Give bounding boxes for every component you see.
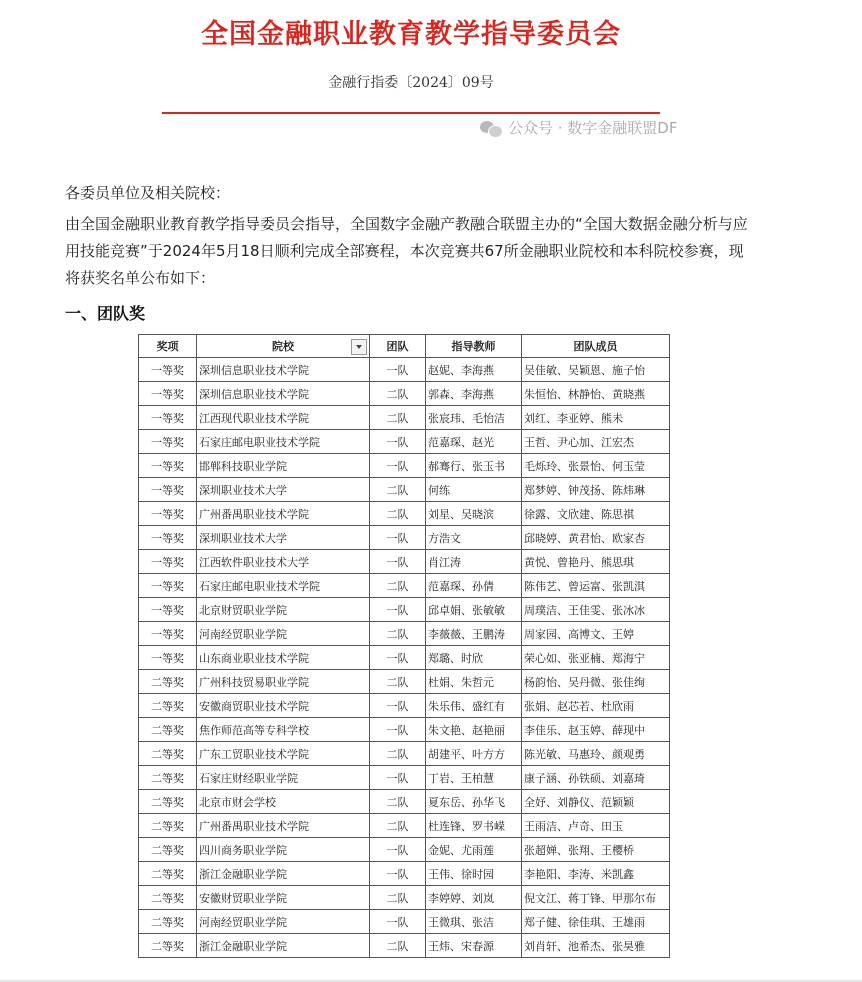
cell-award: 一等奖 (139, 406, 197, 430)
cell-members: 郑子健、徐佳琪、王雄雨 (522, 910, 670, 934)
cell-members: 黄悦、曾艳丹、熊思琪 (522, 550, 670, 574)
cell-award: 一等奖 (139, 526, 197, 550)
cell-team: 二队 (370, 790, 426, 814)
table-row (139, 934, 670, 958)
cell-teacher: 范嘉琛、孙倩 (426, 574, 522, 598)
cell-school: 河南经贸职业学院 (197, 910, 370, 934)
cell-award: 二等奖 (139, 814, 197, 838)
table-row (139, 598, 670, 622)
cell-school: 石家庄邮电职业技术学院 (197, 574, 370, 598)
cell-team: 二队 (370, 886, 426, 910)
cell-members: 毛烁玲、张景怡、何玉莹 (522, 454, 670, 478)
cell-teacher: 王伟、徐时园 (426, 862, 522, 886)
table-row (139, 886, 670, 910)
cell-members: 全妤、刘静仪、范颖颖 (522, 790, 670, 814)
cell-teacher: 夏东岳、孙华飞 (426, 790, 522, 814)
cell-school: 山东商业职业技术学院 (197, 646, 370, 670)
cell-team: 二队 (370, 670, 426, 694)
cell-school: 深圳职业技术大学 (197, 526, 370, 550)
cell-team: 二队 (370, 478, 426, 502)
table-row (139, 694, 670, 718)
cell-team: 一队 (370, 646, 426, 670)
cell-teacher: 丁岩、王柏慧 (426, 766, 522, 790)
cell-members: 刘红、李亚婷、熊未 (522, 406, 670, 430)
greeting: 各委员单位及相关院校： (65, 184, 231, 202)
table-row (139, 742, 670, 766)
cell-award: 一等奖 (139, 574, 197, 598)
cell-teacher: 杜连锋、罗书嵘 (426, 814, 522, 838)
table-row (139, 502, 670, 526)
cell-school: 广州番禺职业技术学院 (197, 502, 370, 526)
cell-award: 二等奖 (139, 790, 197, 814)
cell-members: 康子涵、孙铁硕、刘嘉琦 (522, 766, 670, 790)
cell-team: 一队 (370, 766, 426, 790)
cell-award: 一等奖 (139, 646, 197, 670)
cell-school: 浙江金融职业学院 (197, 862, 370, 886)
red-divider (162, 112, 660, 114)
table-row (139, 766, 670, 790)
cell-award: 二等奖 (139, 838, 197, 862)
cell-team: 二队 (370, 934, 426, 958)
cell-school: 焦作师范高等专科学校 (197, 718, 370, 742)
cell-school: 广州科技贸易职业学院 (197, 670, 370, 694)
cell-school: 四川商务职业学院 (197, 838, 370, 862)
cell-school: 深圳信息职业技术学院 (197, 358, 370, 382)
cell-teacher: 何练 (426, 478, 522, 502)
cell-team: 一队 (370, 910, 426, 934)
awards-table-body (139, 358, 670, 958)
cell-teacher: 张宸玮、毛怡洁 (426, 406, 522, 430)
awards-table (138, 334, 670, 958)
cell-school: 深圳信息职业技术学院 (197, 382, 370, 406)
cell-team: 一队 (370, 454, 426, 478)
cell-school: 浙江金融职业学院 (197, 934, 370, 958)
table-header-row (139, 335, 670, 358)
cell-teacher: 郭森、李海燕 (426, 382, 522, 406)
cell-teacher: 郑璐、时欣 (426, 646, 522, 670)
cell-team: 一队 (370, 550, 426, 574)
cell-members: 吴佳敏、吴颖恩、施子怡 (522, 358, 670, 382)
cell-teacher: 邱卓娟、张敏敏 (426, 598, 522, 622)
cell-school: 深圳职业技术大学 (197, 478, 370, 502)
cell-award: 一等奖 (139, 550, 197, 574)
cell-award: 二等奖 (139, 910, 197, 934)
header-teacher: 指导教师 (426, 335, 522, 358)
cell-award: 一等奖 (139, 598, 197, 622)
header-school (197, 335, 370, 358)
cell-school: 江西现代职业技术学院 (197, 406, 370, 430)
cell-school: 安徽商贸职业技术学院 (197, 694, 370, 718)
cell-teacher: 朱乐伟、盛红有 (426, 694, 522, 718)
cell-teacher: 郝骞行、张玉书 (426, 454, 522, 478)
cell-members: 陈光敏、马惠玲、颜观勇 (522, 742, 670, 766)
cell-school: 安徽财贸职业学院 (197, 886, 370, 910)
cell-members: 邱晓婷、黄君怡、欧家杏 (522, 526, 670, 550)
cell-award: 一等奖 (139, 622, 197, 646)
cell-team: 二队 (370, 382, 426, 406)
table-row (139, 526, 670, 550)
cell-team: 二队 (370, 814, 426, 838)
table-row (139, 574, 670, 598)
cell-award: 二等奖 (139, 718, 197, 742)
cell-teacher: 李婷婷、刘岚 (426, 886, 522, 910)
cell-members: 陈伟艺、曾运富、张凯淇 (522, 574, 670, 598)
cell-team: 二队 (370, 574, 426, 598)
cell-members: 周璞洁、王佳雯、张冰冰 (522, 598, 670, 622)
cell-members: 倪文江、蒋丁锋、甲那尔布 (522, 886, 670, 910)
cell-teacher: 朱文艳、赵艳丽 (426, 718, 522, 742)
document-title: 全国金融职业教育教学指导委员会 (201, 19, 621, 50)
cell-team: 一队 (370, 358, 426, 382)
table-row (139, 622, 670, 646)
cell-school: 广东工贸职业技术学院 (197, 742, 370, 766)
cell-team: 一队 (370, 862, 426, 886)
cell-award: 一等奖 (139, 382, 197, 406)
table-row (139, 910, 670, 934)
header-team: 团队 (370, 335, 426, 358)
header-members: 团队成员 (522, 335, 670, 358)
cell-school: 北京财贸职业学院 (197, 598, 370, 622)
cell-teacher: 刘星、吴晓滨 (426, 502, 522, 526)
cell-award: 二等奖 (139, 694, 197, 718)
table-row (139, 670, 670, 694)
header-award: 奖项 (139, 335, 197, 358)
cell-team: 二队 (370, 406, 426, 430)
cell-members: 李艳阳、李涛、米凯鑫 (522, 862, 670, 886)
table-row (139, 430, 670, 454)
cell-members: 张超婵、张翔、王樱桥 (522, 838, 670, 862)
cell-award: 一等奖 (139, 478, 197, 502)
filter-dropdown-icon[interactable] (351, 339, 367, 355)
table-row (139, 550, 670, 574)
table-row (139, 358, 670, 382)
cell-members: 王雨洁、卢奇、田玉 (522, 814, 670, 838)
table-row (139, 478, 670, 502)
cell-award: 一等奖 (139, 358, 197, 382)
cell-award: 二等奖 (139, 670, 197, 694)
cell-teacher: 金妮、尤雨莲 (426, 838, 522, 862)
section-heading: 一、团队奖 (65, 304, 146, 323)
watermark (480, 117, 677, 138)
cell-team: 一队 (370, 838, 426, 862)
cell-members: 朱恒怡、林静怡、黄晓燕 (522, 382, 670, 406)
cell-team: 一队 (370, 718, 426, 742)
cell-teacher: 肖江涛 (426, 550, 522, 574)
cell-teacher: 李薇薇、王鹏涛 (426, 622, 522, 646)
cell-members: 郑梦婷、钟茂扬、陈炜琳 (522, 478, 670, 502)
cell-team: 一队 (370, 598, 426, 622)
header-school-label: 院校 (272, 340, 294, 353)
cell-award: 二等奖 (139, 886, 197, 910)
cell-teacher: 杜娟、朱哲元 (426, 670, 522, 694)
cell-teacher: 胡建平、叶方方 (426, 742, 522, 766)
cell-team: 二队 (370, 742, 426, 766)
cell-members: 李佳乐、赵玉婷、薛现中 (522, 718, 670, 742)
cell-award: 一等奖 (139, 502, 197, 526)
cell-members: 周家园、高博文、王婷 (522, 622, 670, 646)
table-row (139, 382, 670, 406)
cell-members: 徐露、文欣建、陈思祺 (522, 502, 670, 526)
cell-members: 张娟、赵芯若、杜欣雨 (522, 694, 670, 718)
cell-team: 一队 (370, 694, 426, 718)
cell-school: 河南经贸职业学院 (197, 622, 370, 646)
wechat-icon (480, 120, 502, 136)
cell-members: 王哲、尹心加、江宏杰 (522, 430, 670, 454)
table-row (139, 718, 670, 742)
document-number: 金融行指委〔2024〕09号 (328, 75, 494, 91)
cell-members: 荣心如、张亚楠、郑海宁 (522, 646, 670, 670)
cell-team: 二队 (370, 622, 426, 646)
cell-teacher: 方浩文 (426, 526, 522, 550)
table-row (139, 406, 670, 430)
cell-school: 石家庄邮电职业技术学院 (197, 430, 370, 454)
cell-school: 江西软件职业技术大学 (197, 550, 370, 574)
cell-school: 北京市财会学校 (197, 790, 370, 814)
table-row (139, 838, 670, 862)
cell-team: 一队 (370, 526, 426, 550)
cell-award: 一等奖 (139, 454, 197, 478)
watermark-text: 公众号 · 数字金融联盟DF (508, 119, 678, 137)
cell-award: 二等奖 (139, 766, 197, 790)
table-row (139, 790, 670, 814)
cell-team: 一队 (370, 430, 426, 454)
body-paragraph: 由全国金融职业教育教学指导委员会指导，全国数字金融产教融合联盟主办的“全国大数据金融分析与应用技能竞赛”于2024年5月18日顺利完成全部赛程，本次竞赛共67所金融职业院校和本科院校参赛，现将获奖名单公布如下： (65, 215, 748, 287)
table-row (139, 646, 670, 670)
table-row (139, 454, 670, 478)
cell-teacher: 王微琪、张洁 (426, 910, 522, 934)
table-row (139, 862, 670, 886)
cell-award: 一等奖 (139, 430, 197, 454)
cell-team: 二队 (370, 502, 426, 526)
cell-school: 邯郸科技职业学院 (197, 454, 370, 478)
cell-teacher: 赵妮、李海燕 (426, 358, 522, 382)
cell-teacher: 范嘉琛、赵光 (426, 430, 522, 454)
cell-teacher: 王炜、宋春源 (426, 934, 522, 958)
cell-award: 二等奖 (139, 742, 197, 766)
cell-award: 二等奖 (139, 934, 197, 958)
cell-school: 石家庄财经职业学院 (197, 766, 370, 790)
cell-members: 杨韵怡、吴丹微、张佳绚 (522, 670, 670, 694)
cell-school: 广州番禺职业技术学院 (197, 814, 370, 838)
cell-members: 刘肖轩、池希杰、张昊雅 (522, 934, 670, 958)
cell-award: 二等奖 (139, 862, 197, 886)
table-row (139, 814, 670, 838)
